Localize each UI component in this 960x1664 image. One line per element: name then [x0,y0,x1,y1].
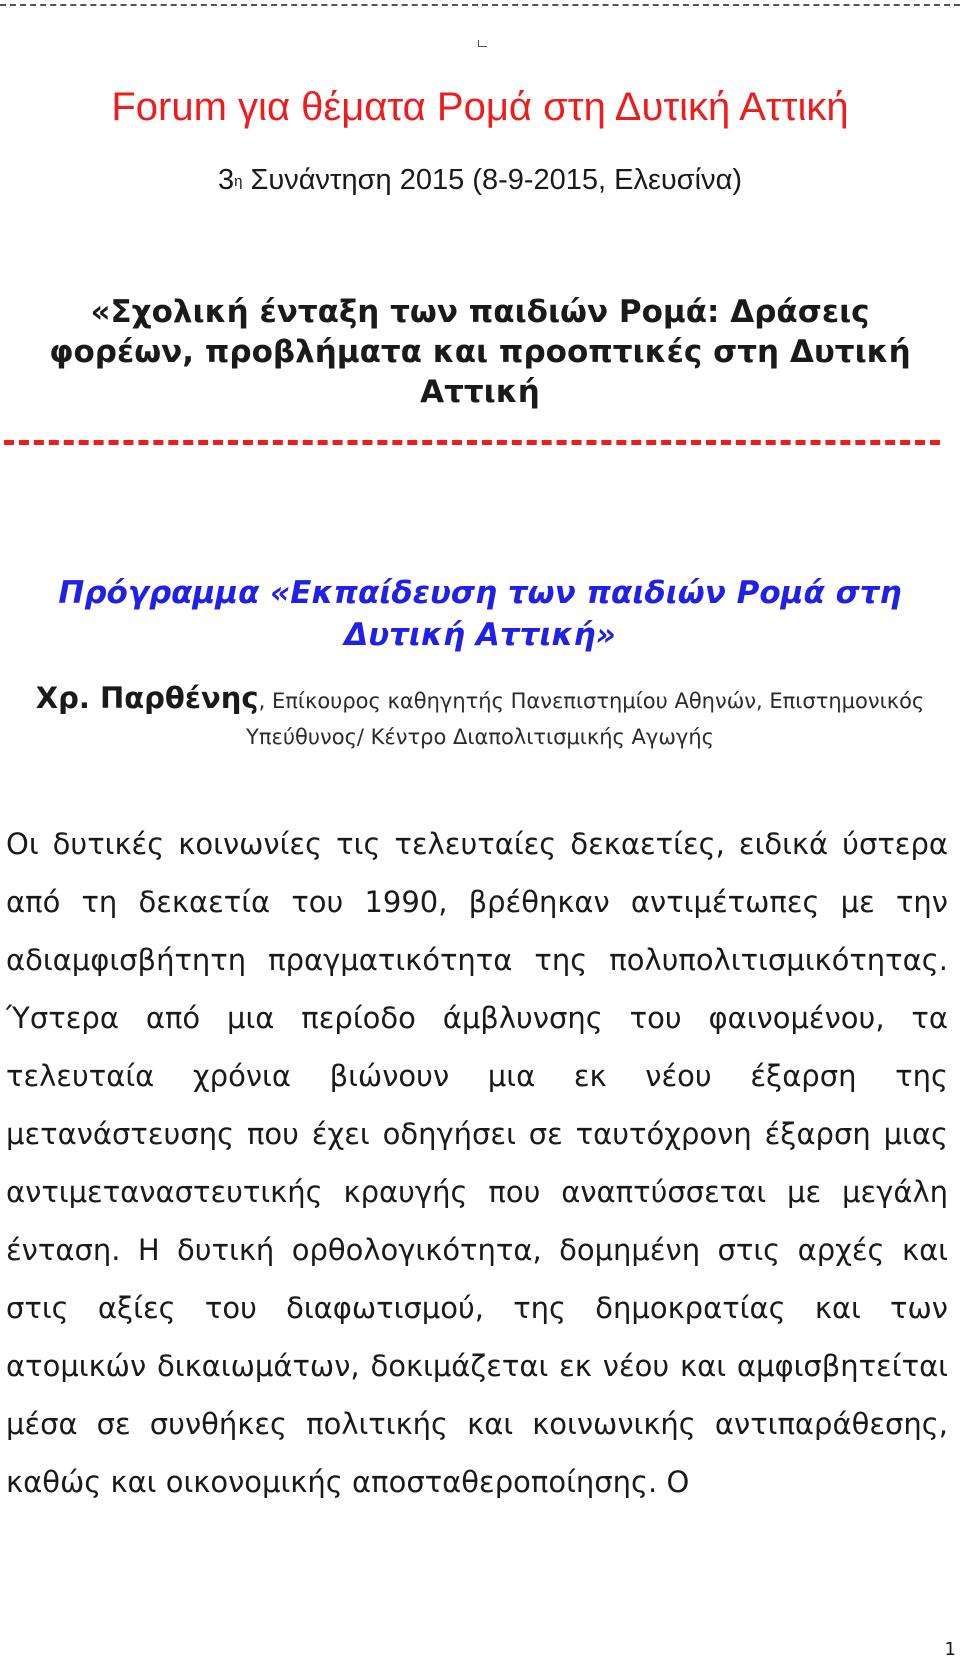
document-title: Forum για θέματα Ρομά στη Δυτική Αττική [111,85,849,129]
header-dashed-rule [0,4,960,12]
separator-line [4,440,940,445]
program-title: Πρόγραμμα «Εκπαίδευση των παιδιών Ρομά στη Δυτική Αττική» [58,575,902,653]
corner-mark [478,40,487,47]
author-affiliation: , Επίκουρος καθηγητής Πανεπιστημίου Αθηνών, Επιστημονικός Υπεύθυνος/ Κέντρο Διαπολιτισμικής Αγωγής [246,689,925,749]
meeting-ordinal: 3 [217,164,235,196]
author-name: Χρ. Παρθένης [35,681,259,715]
page-number: 1 [944,1639,956,1660]
meeting-line [0,160,960,200]
topic-heading: «Σχολική ένταξη των παιδιών Ρομά: Δράσεις φορέων, προβλήματα και προοπτικές στη Δυτική Αττική [49,294,911,410]
meeting-text: Συνάντηση 2015 (8-9-2015, Ελευσίνα) [242,164,743,196]
meeting-ordinal-suffix: η [234,173,243,190]
body-paragraph: Οι δυτικές κοινωνίες τις τελευταίες δεκαετίες, ειδικά ύστερα από τη δεκαετία του 1990, βρέθηκαν αντιμέτωπες με την αδιαμφισβήτητη πραγματικότητα της πολυπολιτισμικότητας. Ύστερα από μια περίοδο άμβλυνσης του φαινομένου, τα τελευταία χρόνια βιώνουν μια εκ νέου έξαρση της μετανάστευσης που έχει οδηγήσει σε ταυτόχρονη έξαρση μιας αντιμεταναστευτικής κραυγής που αναπτύσσεται με μεγάλη ένταση. Η δυτική ορθολογικότητα, δομημένη στις αρχές και στις αξίες του διαφωτισμού, της δημοκρατίας και των ατομικών δικαιωμάτων, δοκιμάζεται εκ νέου και αμφισβητείται μέσα σε συνθήκες πολιτικής και κοινωνικής αντιπαράθεσης, καθώς και οικονομικής αποσταθεροποίησης. Ο [6,827,948,1499]
author-block [30,680,930,755]
